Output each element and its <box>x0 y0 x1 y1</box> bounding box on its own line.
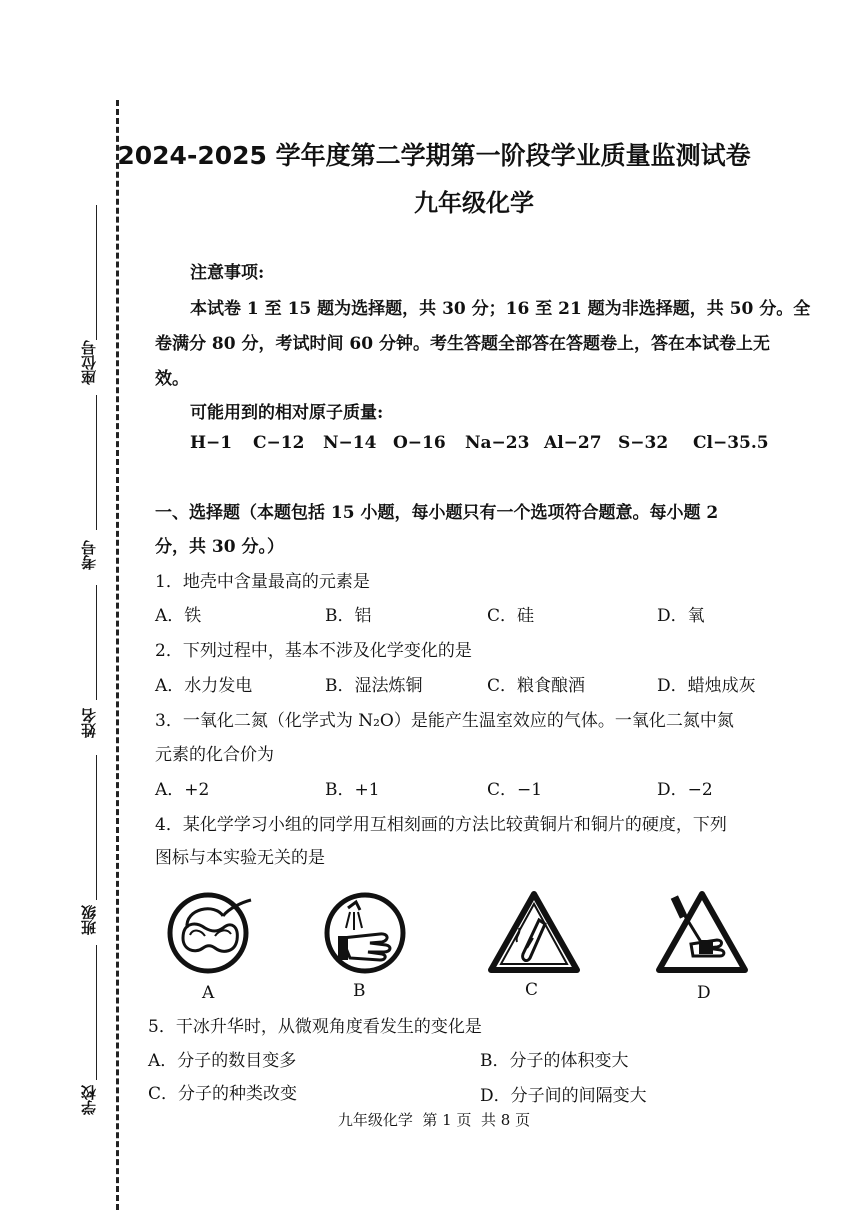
question-1-stem: 1．地壳中含量最高的元素是 <box>155 572 370 592</box>
atomic-mass-item: Al−27 <box>544 433 602 453</box>
icon-label-d: D <box>697 983 711 1003</box>
atomic-mass-item: H−1 <box>190 433 233 453</box>
question-1-option-d: D．氧 <box>657 606 705 626</box>
exam-no-label: 考号 <box>80 540 98 570</box>
question-3-stem-line-2: 元素的化合价为 <box>155 745 274 765</box>
question-1-option-b: B．铝 <box>325 606 372 626</box>
question-3-option-c: C．−1 <box>487 780 543 800</box>
atomic-mass-item: Cl−35.5 <box>693 433 769 453</box>
exam-no-line <box>96 395 97 530</box>
seat-label: 座位号 <box>80 340 98 385</box>
question-5-option-a: A．分子的数目变多 <box>148 1051 297 1071</box>
exam-title: 2024-2025 学年度第二学期第一阶段学业质量监测试卷 <box>117 141 751 170</box>
atomic-mass-item: C−12 <box>253 433 305 453</box>
section-heading-line-1: 一、选择题（本题包括 15 小题，每小题只有一个选项符合题意。每小题 2 <box>155 503 719 523</box>
question-4-stem-line-2: 图标与本实验无关的是 <box>155 848 325 868</box>
question-2-option-a: A．水力发电 <box>155 676 253 696</box>
atomic-mass-list <box>0 433 868 457</box>
school-label: 学校 <box>80 1085 98 1115</box>
binding-dashed-line <box>116 100 119 1210</box>
notice-heading: 注意事项: <box>190 263 265 283</box>
notice-line-3: 效。 <box>155 369 189 389</box>
page-footer: 九年级化学 第 1 页 共 8 页 <box>337 1111 531 1129</box>
seat-line <box>96 205 97 340</box>
question-2-option-d: D．蜡烛成灰 <box>657 676 756 696</box>
notice-line-1: 本试卷 1 至 15 题为选择题，共 30 分；16 至 21 题为非选择题，共 50 分。全 <box>190 299 811 319</box>
atomic-mass-item: S−32 <box>618 433 669 453</box>
atomic-mass-heading: 可能用到的相对原子质量: <box>190 403 384 423</box>
question-2-option-c: C．粮食酿酒 <box>487 676 586 696</box>
question-1-option-c: C．硅 <box>487 606 535 626</box>
class-line <box>96 755 97 900</box>
atomic-mass-item: O−16 <box>393 433 446 453</box>
hand-wash-icon <box>320 888 410 978</box>
icon-label-b: B <box>353 981 366 1001</box>
question-5-stem: 5．干冰升华时，从微观角度看发生的变化是 <box>148 1017 482 1037</box>
notice-line-2: 卷满分 80 分，考试时间 60 分钟。考生答题全部答在答题卷上，答在本试卷上无 <box>155 334 770 354</box>
question-5-option-d: D．分子间的间隔变大 <box>480 1086 647 1106</box>
question-3-option-b: B．+1 <box>325 780 380 800</box>
goggles-icon <box>165 888 255 978</box>
question-4-stem-line-1: 4．某化学学习小组的同学用互相刻画的方法比较黄铜片和铜片的硬度，下列 <box>155 815 727 835</box>
section-heading-line-2: 分，共 30 分。） <box>155 537 284 557</box>
icon-label-a: A <box>202 983 215 1003</box>
question-3-option-a: A．+2 <box>155 780 210 800</box>
question-3-option-d: D．−2 <box>657 780 713 800</box>
exam-subtitle: 九年级化学 <box>414 189 534 217</box>
question-5-option-b: B．分子的体积变大 <box>480 1051 629 1071</box>
question-1-option-a: A．铁 <box>155 606 202 626</box>
name-line <box>96 585 97 700</box>
question-3-stem-line-1: 3．一氧化二氮（化学式为 N₂O）是能产生温室效应的气体。一氧化二氮中氮 <box>155 711 734 731</box>
icon-label-c: C <box>525 980 539 1000</box>
sharp-object-warning-icon <box>655 888 750 978</box>
question-5-option-c: C．分子的种类改变 <box>148 1084 298 1104</box>
atomic-mass-item: Na−23 <box>465 433 530 453</box>
hot-test-tube-warning-icon <box>487 888 582 978</box>
name-label: 姓名 <box>80 708 98 738</box>
class-label: 班级 <box>80 905 98 935</box>
school-line <box>96 945 97 1080</box>
atomic-mass-item: N−14 <box>323 433 377 453</box>
question-2-option-b: B．湿法炼铜 <box>325 676 423 696</box>
question-2-stem: 2．下列过程中，基本不涉及化学变化的是 <box>155 641 472 661</box>
